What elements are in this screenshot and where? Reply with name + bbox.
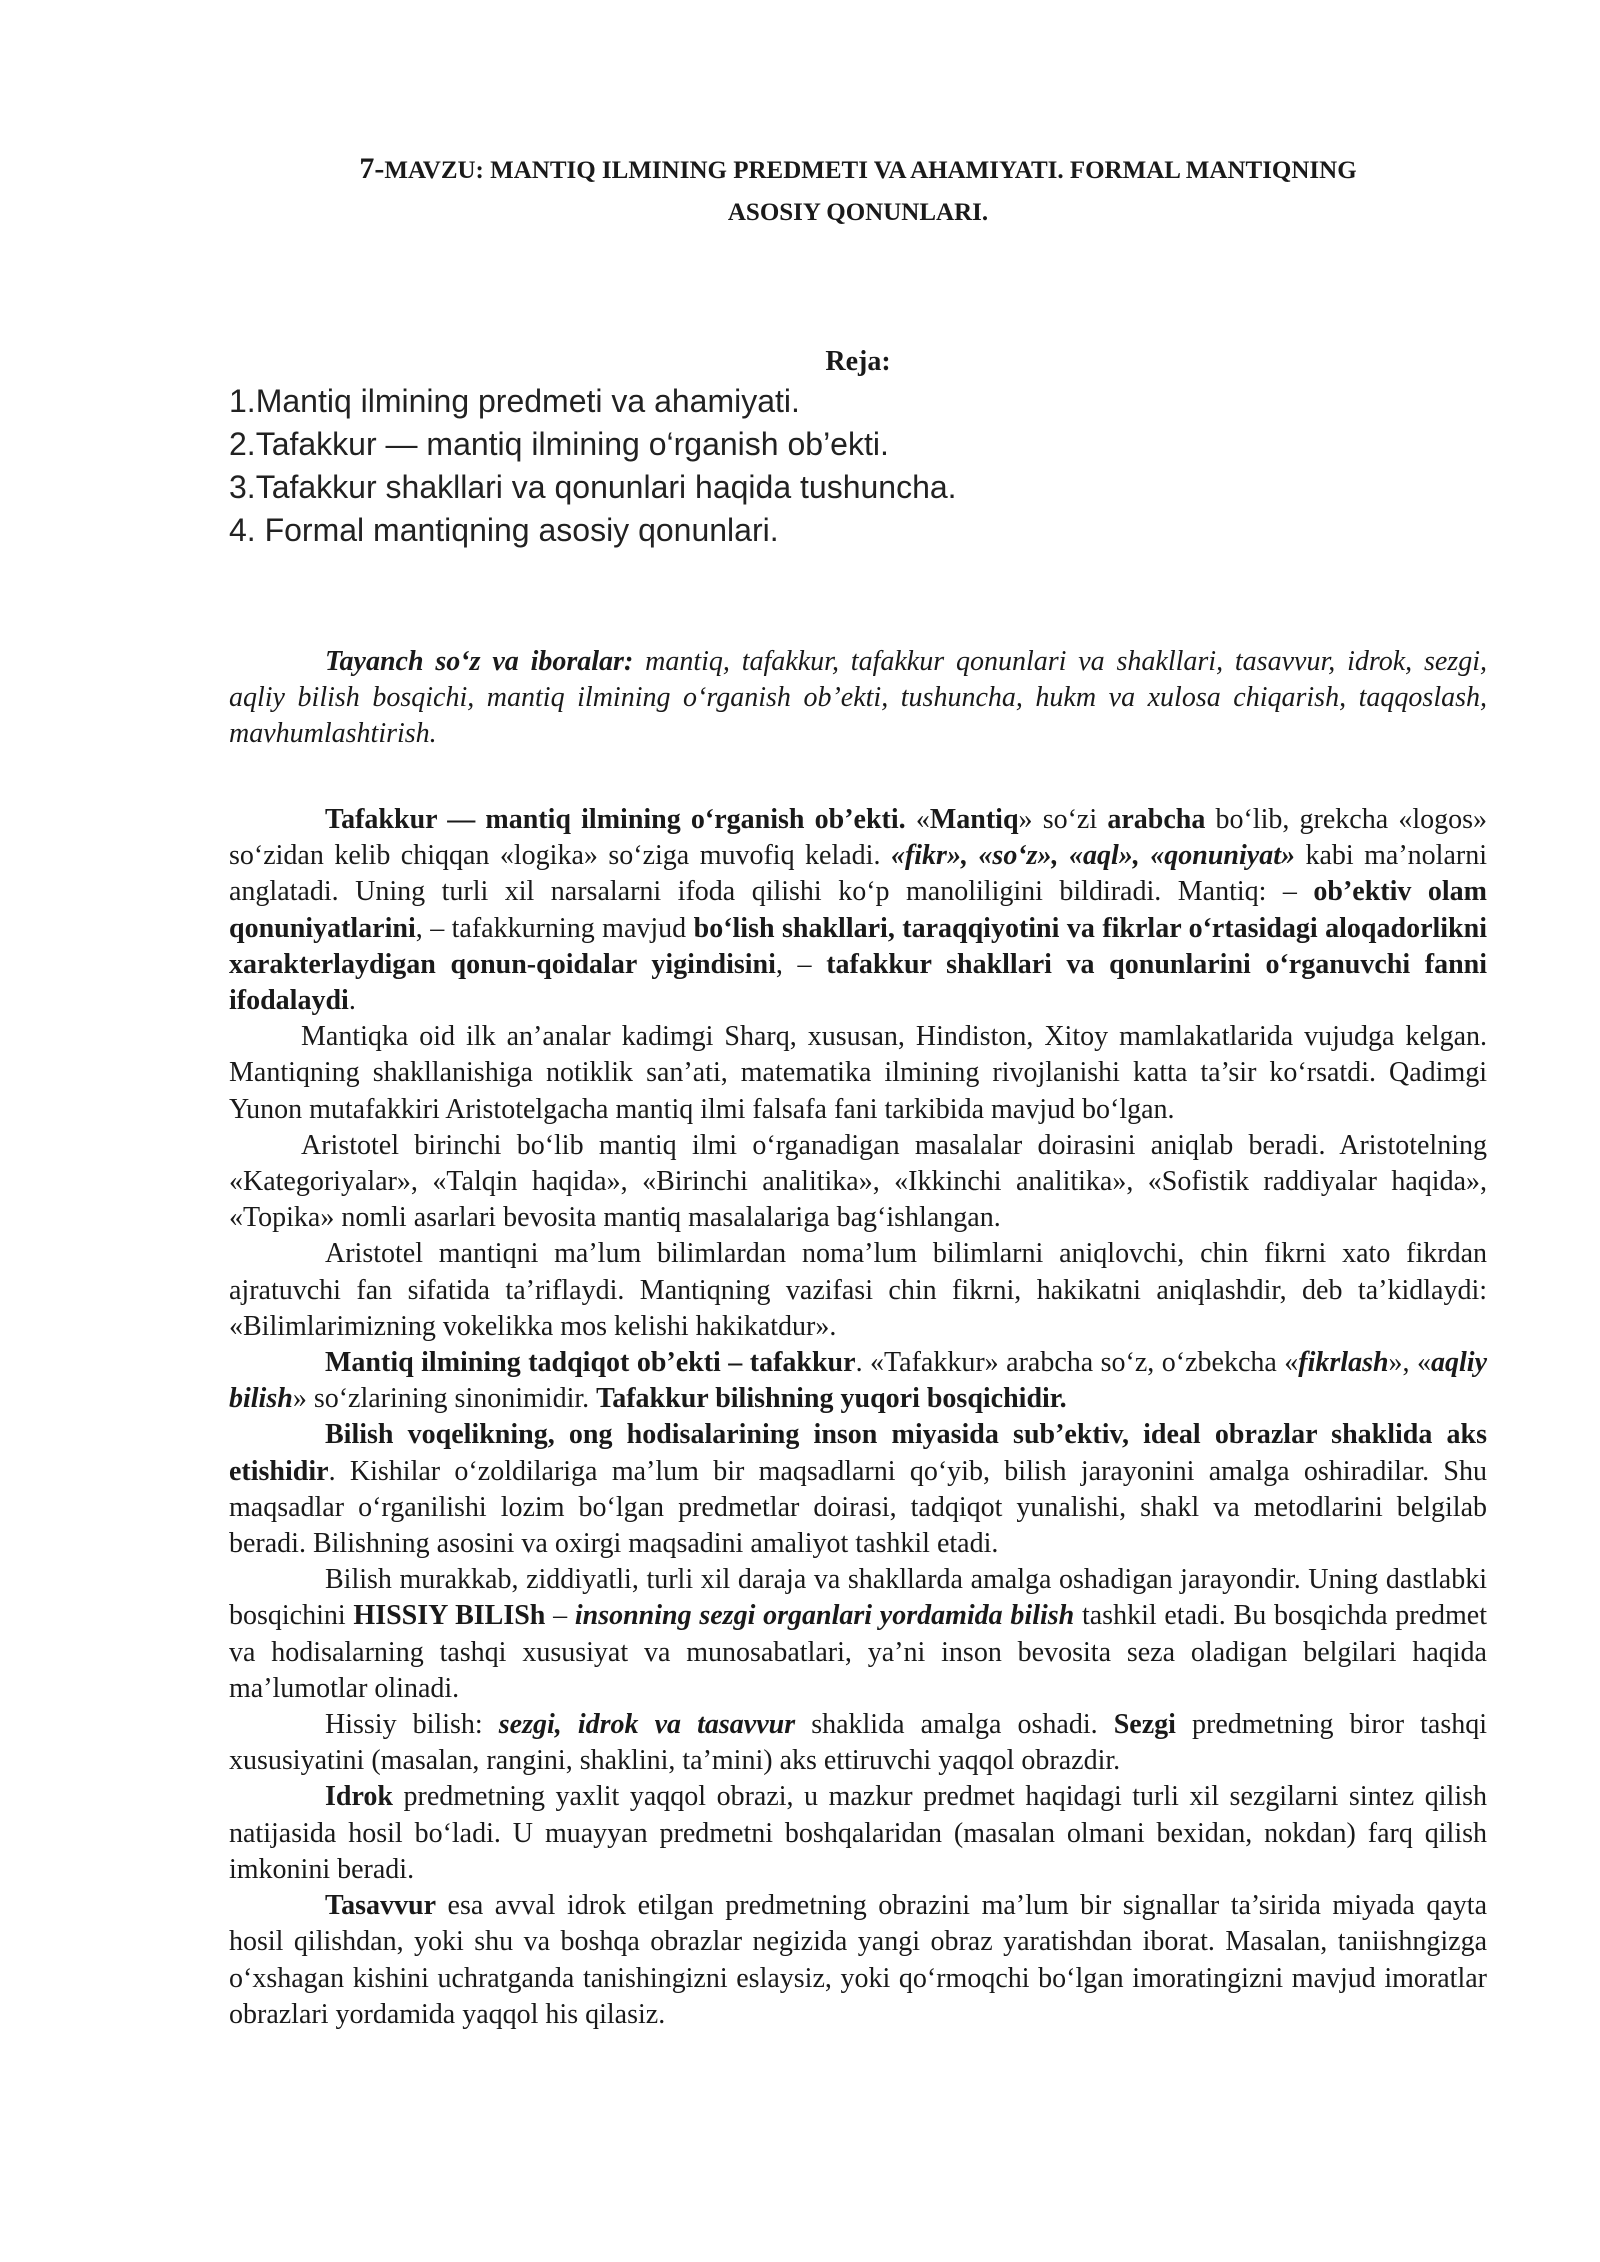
plan-list bbox=[229, 380, 1487, 552]
section-heading: Tafakkur — mantiq ilmining o‘rganish ob’ekti. bbox=[325, 804, 906, 835]
paragraph-7 bbox=[229, 1562, 1487, 1707]
document-page bbox=[229, 148, 1487, 2033]
text-run: bo‘lish shakllari, taraqqiyotini va fikrlar o‘rtasidagi aloqadorlikni xarakterlaydigan qonun-qoidalar yigindisini bbox=[229, 912, 1487, 980]
text-run: Bilish voqelikning, ong hodisalarining inson miyasida sub’ektiv, ideal obrazlar shaklida aks etishidir bbox=[229, 1419, 1487, 1487]
document-title bbox=[229, 148, 1487, 234]
plan-item: 1.Mantiq ilmining predmeti va ahamiyati. bbox=[229, 383, 800, 419]
text-run: insonning sezgi organlari yordamida bilish bbox=[574, 1600, 1075, 1632]
text-run: tashkil etadi. Bu bosqichda predmet va hodisalarning tashqi xususiyat va munosabatlari, ya’ni inson bevosita seza oladigan belgilari haqida ma’lumotlar olinadi. bbox=[229, 1600, 1487, 1704]
text-run: – bbox=[545, 1600, 575, 1632]
text-run: Tasavvur bbox=[325, 1890, 437, 1922]
text-run: Bilish murakkab, ziddiyatli, turli xil daraja va shakllarda amalga oshadigan jarayondir. Uning dastlabki bosqichini bbox=[229, 1564, 1487, 1632]
keywords-text: mantiq, tafakkur, tafakkur qonunlari va shakllari, tasavvur, idrok, sezgi, aqliy bilish bosqichi, mantiq ilmining o‘rganish ob’ekti, tushuncha, hukm va xulosa chiqarish, taqqoslash, mavhumlashtirish. bbox=[229, 646, 1487, 749]
paragraph-2: Mantiqka oid ilk an’analar kadimgi Sharq, xususan, Hindiston, Xitoy mamlakatlarida vujudga kelgan. Mantiqning shakllanishiga notiklik san’ati, matematika ilmining rivojlanishi katta ta’sir ko‘rsatdi. Qadimgi Yunon mutafakkiri Aristotelgacha mantiq ilmi falsafa fani tarkibida mavjud bo‘lgan. bbox=[229, 1021, 1487, 1125]
text-run: ob’ektiv olam qonuniyatlarini bbox=[229, 876, 1488, 944]
text-run: Mantiq bbox=[929, 804, 1019, 835]
paragraph-3: Aristotel birinchi bo‘lib mantiq ilmi o‘rganadigan masalalar doirasini aniqlab beradi. Aristotelning «Kategoriyalar», «Talqin haqida», «Birinchi analitika», «Ikkinchi analitika», «Sofistik raddiyalar haqida», «Topika» nomli asarlari bevosita mantiq masalalariga bag‘ishlangan. bbox=[229, 1129, 1487, 1234]
text-run: arabcha bbox=[1107, 804, 1206, 835]
text-run: bo‘lib, grekcha «logos» so‘zidan kelib chiqqan «logika» so‘ziga muvofiq keladi. bbox=[229, 804, 1487, 872]
title-number: 7- bbox=[359, 152, 385, 185]
text-run: . bbox=[348, 985, 356, 1017]
text-run: fikrlash bbox=[1298, 1347, 1389, 1379]
text-run: Mantiq ilmining tadqiqot ob’ekti – tafakkur bbox=[325, 1347, 856, 1379]
text-run: Tafakkur bilishning yuqori bosqichidir. bbox=[596, 1383, 1067, 1415]
text-run: . «Tafakkur» arabcha so‘z, o‘zbekcha « bbox=[855, 1347, 1299, 1379]
plan-item: 2.Tafakkur — mantiq ilmining o‘rganish ob’ekti. bbox=[229, 426, 889, 462]
text-run: esa avval idrok etilgan predmetning obrazini ma’lum bir signallar ta’sirida miyada qayta hosil qilishdan, yoki shu va boshqa obrazlar negizida yangi obraz yaratishdan iborat. Masalan, taniishngizga o‘xshagan kishini uchratganda tanishingizni eslaysiz, yoki qo‘rmoqchi bo‘lgan imoratingizni mavjud imoratlar obrazlari yordamida yaqqol his qilasiz. bbox=[229, 1890, 1487, 2030]
paragraph-10 bbox=[229, 1888, 1487, 2033]
text-run: », « bbox=[1388, 1347, 1432, 1379]
text-run: » so‘zlarining sinonimidir. bbox=[292, 1383, 597, 1415]
text-run: sezgi, idrok va tasavvur bbox=[498, 1709, 796, 1741]
text-run: «fikr», «so‘z», «aql», «qonuniyat» bbox=[890, 840, 1295, 872]
keywords-paragraph bbox=[229, 644, 1487, 752]
text-run: predmetning biror tashqi xususiyatini (masalan, rangini, shaklini, ta’mini) aks ettiruvchi yaqqol obrazdir. bbox=[229, 1709, 1487, 1777]
paragraph-4: Aristotel mantiqni ma’lum bilimlardan noma’lum bilimlarni aniqlovchi, chin fikrni xato fikrdan ajratuvchi fan sifatida ta’riflaydi. Mantiqning vazifasi chin fikrni, hakikatni aniqlashdir, deb ta’kidlaydi: «Bilimlarimizning vokelikka mos kelishi hakikatdur». bbox=[229, 1238, 1487, 1342]
text-run: kabi ma’nolarni anglatadi. Uning turli xil narsalarni ifoda qilishi ko‘p manoliligini bildiradi. Mantiq: – bbox=[229, 840, 1487, 908]
paragraph-8 bbox=[229, 1707, 1487, 1779]
text-run: Hissiy bilish: bbox=[325, 1709, 499, 1741]
paragraph-5 bbox=[229, 1345, 1487, 1417]
text-run: Idrok bbox=[325, 1781, 393, 1813]
body-text bbox=[229, 802, 1487, 2033]
paragraph-1 bbox=[229, 802, 1487, 1019]
text-run: shaklida amalga oshadi. bbox=[795, 1709, 1114, 1741]
keywords-label: Tayanch so‘z va iboralar: bbox=[325, 646, 634, 677]
plan-heading: Reja: bbox=[825, 346, 891, 377]
text-run: . Kishilar o‘zoldilariga ma’lum bir maqsadlarni qo‘yib, bilish jarayonini amalga oshiradilar. Shu maqsadlar o‘rganilishi lozim bo‘lgan predmetlar doirasi, tadqiqot yunalishi, shakl va metodlarini belgilab beradi. Bilishning asosini va oxirgi maqsadini amaliyot tashkil etadi. bbox=[229, 1455, 1487, 1560]
text-run: , – bbox=[775, 948, 827, 980]
text-run: tafakkur shakllari va qonunlarini o‘rganuvchi fanni ifodalaydi bbox=[229, 948, 1488, 1017]
text-run: , – tafakkurning mavjud bbox=[415, 912, 694, 944]
paragraph-6 bbox=[229, 1417, 1487, 1562]
plan-item: 4. Formal mantiqning asosiy qonunlari. bbox=[229, 512, 779, 548]
paragraph-9 bbox=[229, 1779, 1487, 1888]
plan-item: 3.Tafakkur shakllari va qonunlari haqida tushuncha. bbox=[229, 469, 957, 505]
title-line-2: ASOSIY QONUNLARI. bbox=[727, 199, 989, 226]
text-run: predmetning yaxlit yaqqol obrazi, u mazkur predmet haqidagi turli xil sezgilarni sintez qilish natijasida hosil bo‘ladi. U muayyan predmetni boshqalaridan (masalan olmani bexidan, nokdan) farq qilish imkonini beradi. bbox=[229, 1781, 1487, 1885]
text-run: HISSIY BILISh bbox=[353, 1600, 546, 1632]
text-run: « bbox=[905, 804, 930, 835]
title-line-1: MAVZU: MANTIQ ILMINING PREDMETI VA AHAMIYATI. FORMAL MANTIQNING bbox=[384, 157, 1357, 184]
text-run: Sezgi bbox=[1113, 1709, 1176, 1741]
text-run: » so‘zi bbox=[1018, 804, 1108, 835]
text-run: aqliy bilish bbox=[229, 1347, 1488, 1415]
